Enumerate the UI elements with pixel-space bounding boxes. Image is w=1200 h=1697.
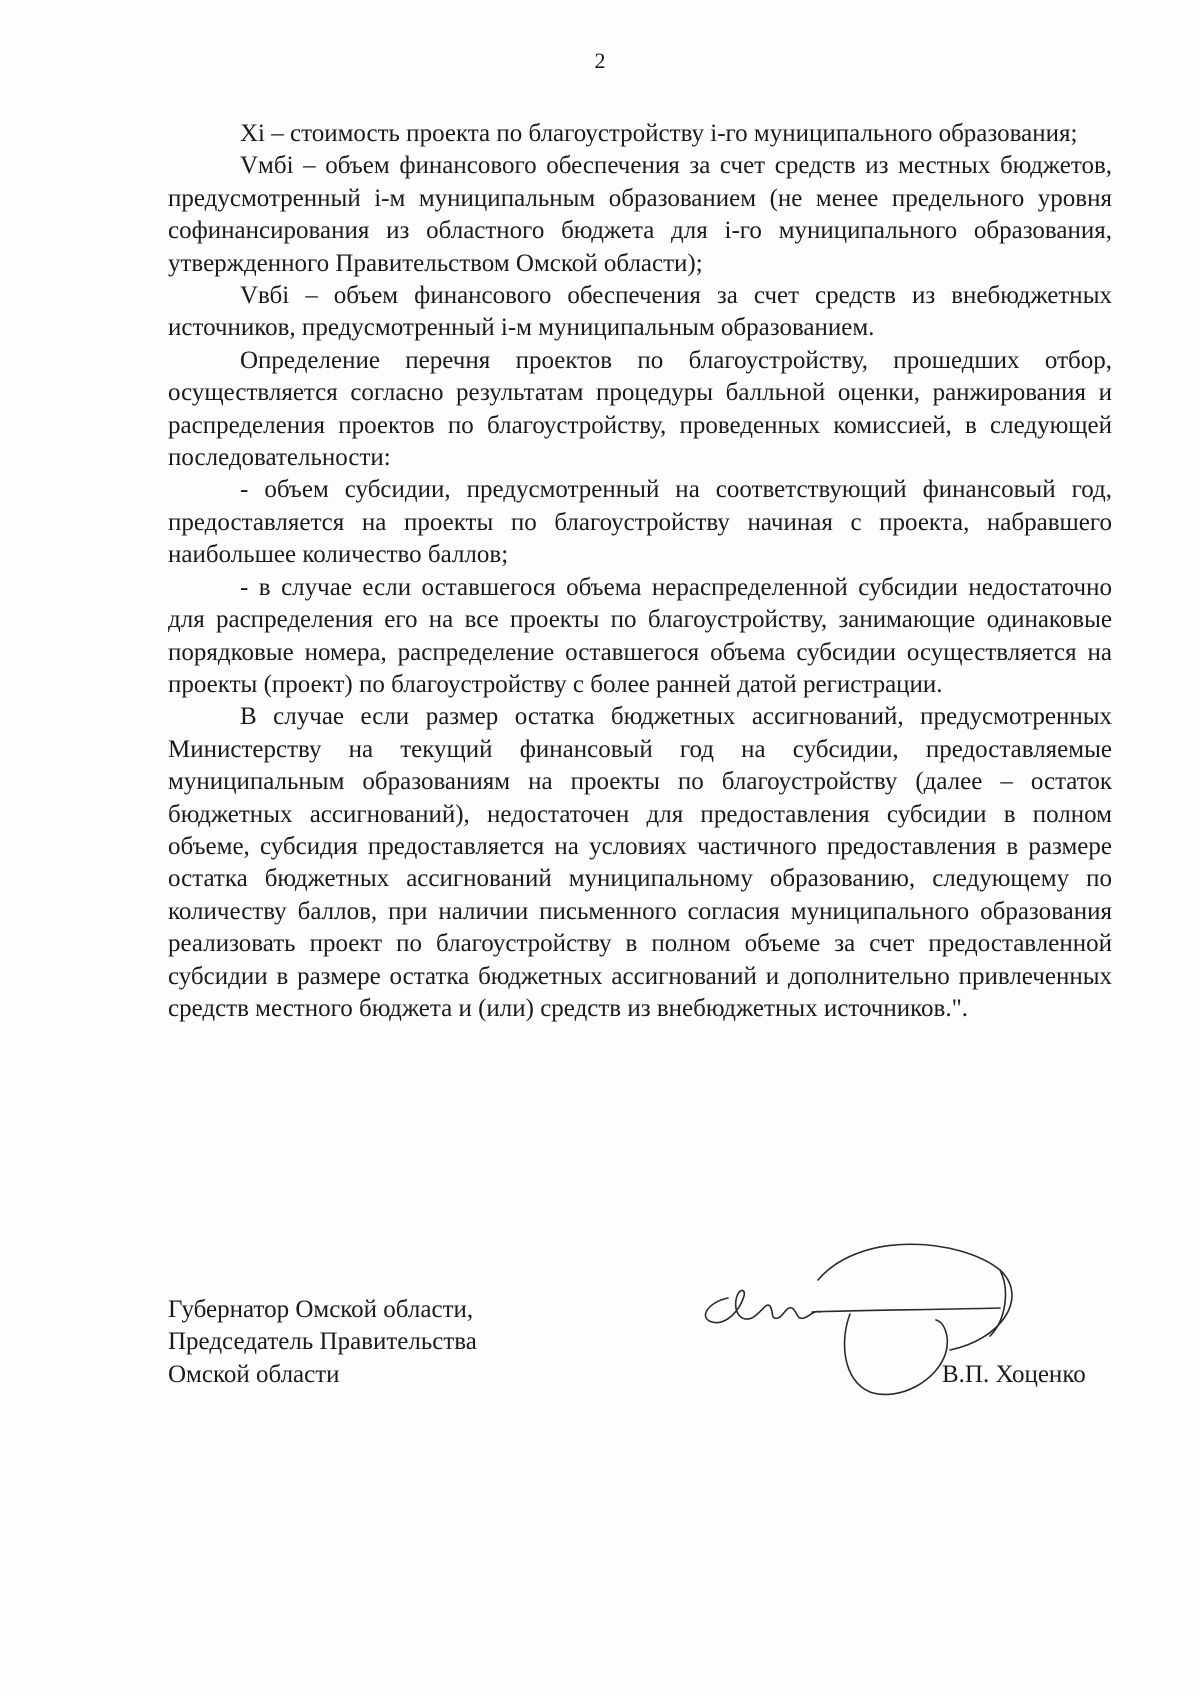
- paragraph-project-selection: Определение перечня проектов по благоустройству, прошедших отбор, осуществляется согласно результатам процедуры балльной оценки, ранжирования и распределения проектов по благоустройству, проведенных комиссией, в следующей последовательности:: [168, 346, 1112, 472]
- page-number: 2: [594, 48, 606, 73]
- signatory-position-line: Губернатор Омской области,: [168, 1296, 474, 1323]
- signatory-name: В.П. Хоценко: [942, 1361, 1086, 1388]
- paragraph-vmbi-definition: Vмбi – объем финансового обеспечения за счет средств из местных бюджетов, предусмотренный i-м муниципальным образованием (не менее предельного уровня софинансирования из областного бюджета для i-го муниципального образования, утвержденного Правительством Омской области);: [168, 152, 1112, 277]
- signatory-position-line: Омской области: [168, 1360, 340, 1388]
- paragraph-budget-remainder: В случае если размер остатка бюджетных ассигнований, предусмотренных Министерству на текущий финансовый год на субсидии, предоставляемые муниципальным образованиям на проекты по благоустройству (далее – остаток бюджетных ассигнований), недостаточен для предоставления субсидии в полном объеме, субсидия предоставляется на условиях частичного предоставления в размере остатка бюджетных ассигнований муниципальному образованию, следующему по количеству баллов, при наличии письменного согласия муниципального образования реализовать проект по благоустройству в полном объеме за счет предоставленной субсидии в размере остатка бюджетных ассигнований и дополнительно привлеченных средств местного бюджета и (или) средств из внебюджетных источников.".: [168, 703, 1112, 1022]
- document-body: [168, 118, 1112, 1025]
- paragraph-list-item-2: - в случае если оставшегося объема нераспределенной субсидии недостаточно для распределения его на все проекты по благоустройству, занимающие одинаковые порядковые номера, распределение оставшегося объема субсидии осуществляется на проекты (проект) по благоустройству с более ранней датой регистрации.: [168, 573, 1112, 698]
- paragraph-vvbi-definition: Vвбi – объем финансового обеспечения за счет средств из внебюджетных источников, предусмотренный i-м муниципальным образованием.: [168, 282, 1112, 342]
- handwritten-signature: [700, 1240, 1120, 1440]
- signatory-position: [168, 1294, 477, 1391]
- paragraph-list-item-1: - объем субсидии, предусмотренный на соответствующий финансовый год, предоставляется на проекты по благоустройству начиная с проекта, набравшего наибольшее количество баллов;: [168, 476, 1112, 569]
- paragraph-xi-definition: Xi – стоимость проекта по благоустройству i-го муниципального образования;: [240, 120, 1078, 147]
- signatory-position-line: Председатель Правительства: [168, 1328, 477, 1356]
